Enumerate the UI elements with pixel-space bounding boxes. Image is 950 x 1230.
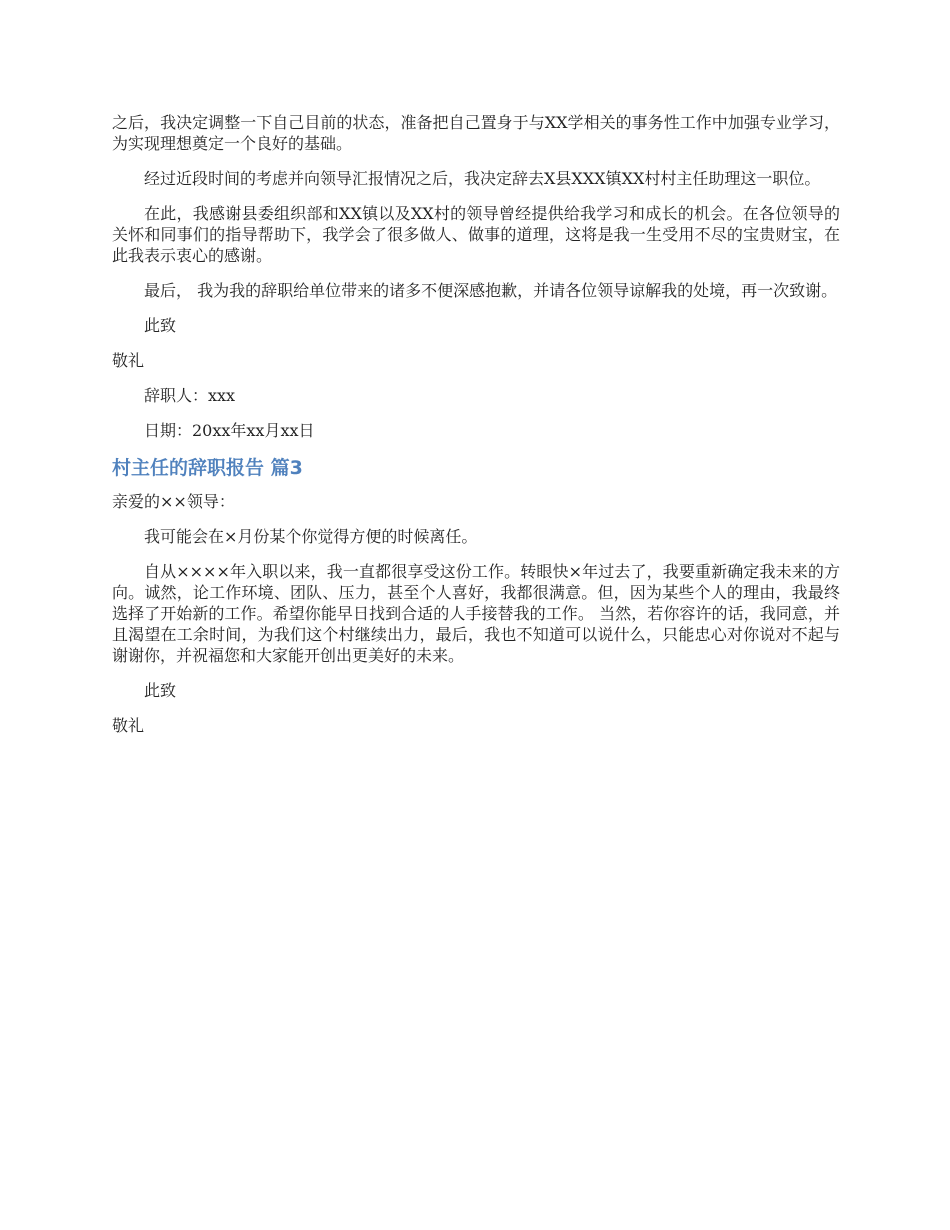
paragraph-leave-notice: 我可能会在×月份某个你觉得方便的时候离任。 [144, 527, 478, 546]
paragraph-reason: 自从××××年入职以来，我一直都很享受这份工作。转眼快×年过去了，我要重新确定我未来的方向。诚然，论工作环境、团队、压力，甚至个人喜好，我都很满意。但，因为某些个人的理由，我最终选择了开始新的工作。希望你能早日找到合适的人手接替我的工作。 当然，若你容许的话，我同意，并且渴望在工余时间，为我们这个村继续出力，最后，我也不知道可以说什么，只能忠心对你说对不起与谢谢你，并祝福您和大家能开创出更美好的未来。 [112, 562, 840, 665]
date-text: 日期：20xx年xx月xx日 [144, 421, 315, 440]
document-page [112, 112, 840, 750]
paragraph-apology: 最后， 我为我的辞职给单位带来的诸多不便深感抱歉，并请各位领导谅解我的处境，再一次致谢。 [144, 281, 838, 300]
closing-text: 此致 [144, 316, 177, 335]
regards-text-3: 敬礼 [112, 716, 145, 735]
section-heading: 村主任的辞职报告 篇3 [112, 457, 303, 479]
paragraph-resign-decision: 经过近段时间的考虑并向领导汇报情况之后，我决定辞去X县XXX镇XX村村主任助理这一职位。 [144, 169, 821, 188]
paragraph-continuation: 之后，我决定调整一下自己目前的状态，准备把自己置身于与XX学相关的事务性工作中加强专业学习，为实现理想奠定一个良好的基础。 [112, 113, 840, 153]
signer-text: 辞职人：xxx [144, 386, 236, 405]
closing-text-3: 此致 [144, 681, 177, 700]
salutation-text: 亲爱的××领导： [112, 492, 235, 511]
regards-text: 敬礼 [112, 351, 145, 370]
paragraph-thanks: 在此，我感谢县委组织部和XX镇以及XX村的领导曾经提供给我学习和成长的机会。在各位领导的关怀和同事们的指导帮助下，我学会了很多做人、做事的道理，这将是我一生受用不尽的宝贵财宝，在此我表示衷心的感谢。 [112, 204, 840, 265]
